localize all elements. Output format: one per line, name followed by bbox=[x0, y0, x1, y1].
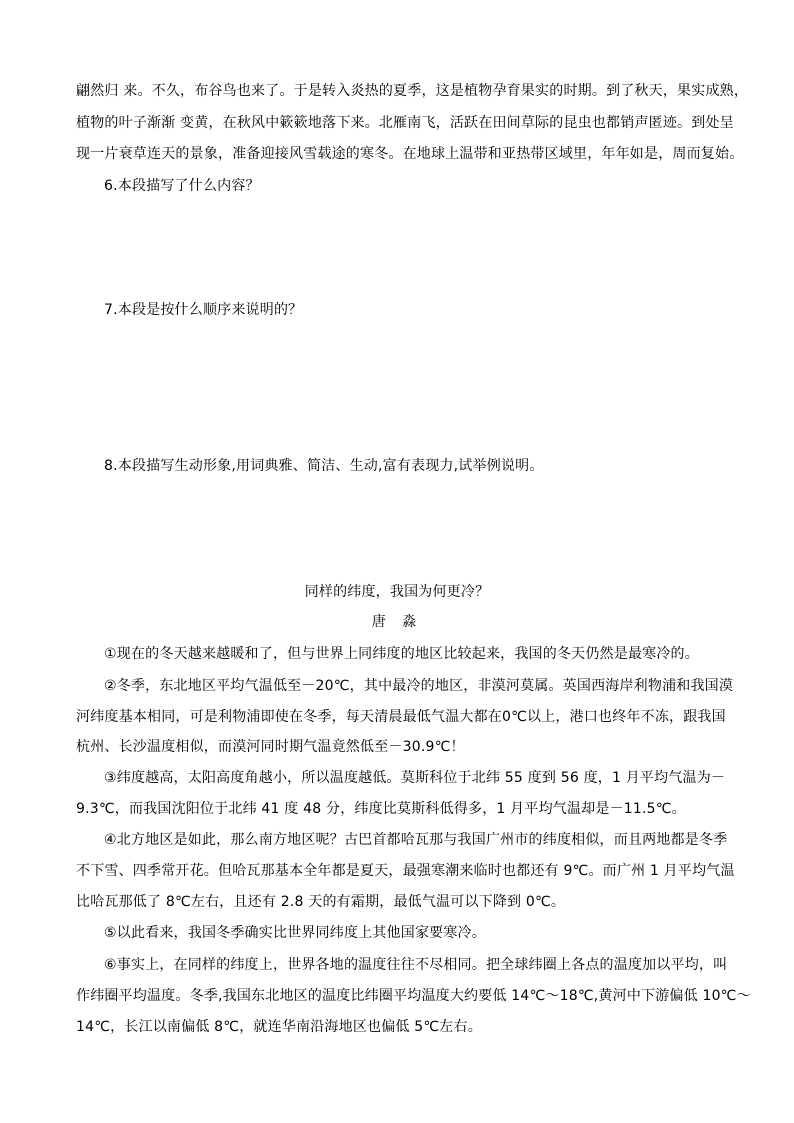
article-paragraph-4-line-1: ④北方地区是如此，那么南方地区呢？古巴首都哈瓦那与我国广州市的纬度相似，而且两地都是冬季 bbox=[104, 832, 728, 848]
article-paragraph-1: ①现在的冬天越来越暖和了，但与世界上同纬度的地区比较起来，我国的冬天仍然是最寒冷的。 bbox=[104, 646, 699, 662]
article-paragraph-2-line-1: ②冬季，东北地区平均气温低至－20℃，其中最冷的地区，非漠河莫属。英国西海岸利物浦和我国漠 bbox=[104, 678, 734, 694]
question-8: 8.本段描写生动形象,用词典雅、简洁、生动,富有表现力,试举例说明。 bbox=[104, 458, 544, 474]
article-paragraph-4-line-3: 比哈瓦那低了 8℃左右，且还有 2.8 天的有霜期，最低气温可以下降到 0℃。 bbox=[76, 894, 566, 910]
article-paragraph-6-line-1: ⑥事实上，在同样的纬度上，世界各地的温度往往不尽相同。把全球纬圈上各点的温度加以平均，叫 bbox=[104, 957, 728, 973]
article-title: 同样的纬度，我国为何更冷？ bbox=[304, 584, 490, 600]
article-paragraph-4-line-2: 不下雪、四季常开花。但哈瓦那基本全年都是夏天，最强寒潮来临时也都还有 9℃。而广州 1 月平均气温 bbox=[76, 863, 735, 879]
article-paragraph-2-line-2: 河纬度基本相同，可是利物浦即使在冬季，每天清晨最低气温大都在0℃以上，港口也终年不冻，跟我国 bbox=[76, 709, 726, 725]
article-paragraph-2-line-3: 杭州、长沙温度相似，而漠河同时期气温竟然低至－30.9℃！ bbox=[76, 739, 465, 755]
question-7: 7.本段是按什么顺序来说明的？ bbox=[104, 302, 303, 318]
passage-line-1: 翩然归 来。不久，布谷鸟也来了。于是转入炎热的夏季，这是植物孕育果实的时期。到了秋天，果实成熟， bbox=[76, 83, 749, 99]
passage-line-3: 现一片衰草连天的景象，准备迎接风雪载途的寒冬。在地球上温带和亚热带区域里，年年如是，周而复始。 bbox=[76, 146, 744, 162]
article-paragraph-5: ⑤以此看来，我国冬季确实比世界同纬度上其他国家要寒冷。 bbox=[104, 925, 486, 941]
article-author: 唐 淼 bbox=[371, 614, 423, 630]
article-paragraph-3-line-1: ③纬度越高，太阳高度角越小，所以温度越低。莫斯科位于北纬 55 度到 56 度，1 月平均气温为－ bbox=[104, 770, 726, 786]
question-6: 6.本段描写了什么内容？ bbox=[104, 178, 260, 194]
article-paragraph-3-line-2: 9.3℃，而我国沈阳位于北纬 41 度 48 分，纬度比莫斯科低得多，1 月平均气温却是－11.5℃。 bbox=[76, 801, 686, 817]
article-paragraph-6-line-3: 14℃，长江以南偏低 8℃，就连华南沿海地区也偏低 5℃左右。 bbox=[76, 1019, 482, 1035]
article-paragraph-6-line-2: 作纬圈平均温度。冬季,我国东北地区的温度比纬圈平均温度大约要低 14℃～18℃,黄河中下游偏低 10℃～ bbox=[76, 988, 751, 1004]
passage-line-2: 植物的叶子渐渐 变黄，在秋风中簌簌地落下来。北雁南飞，活跃在田间草际的昆虫也都销声匿迹。到处呈 bbox=[76, 115, 734, 131]
